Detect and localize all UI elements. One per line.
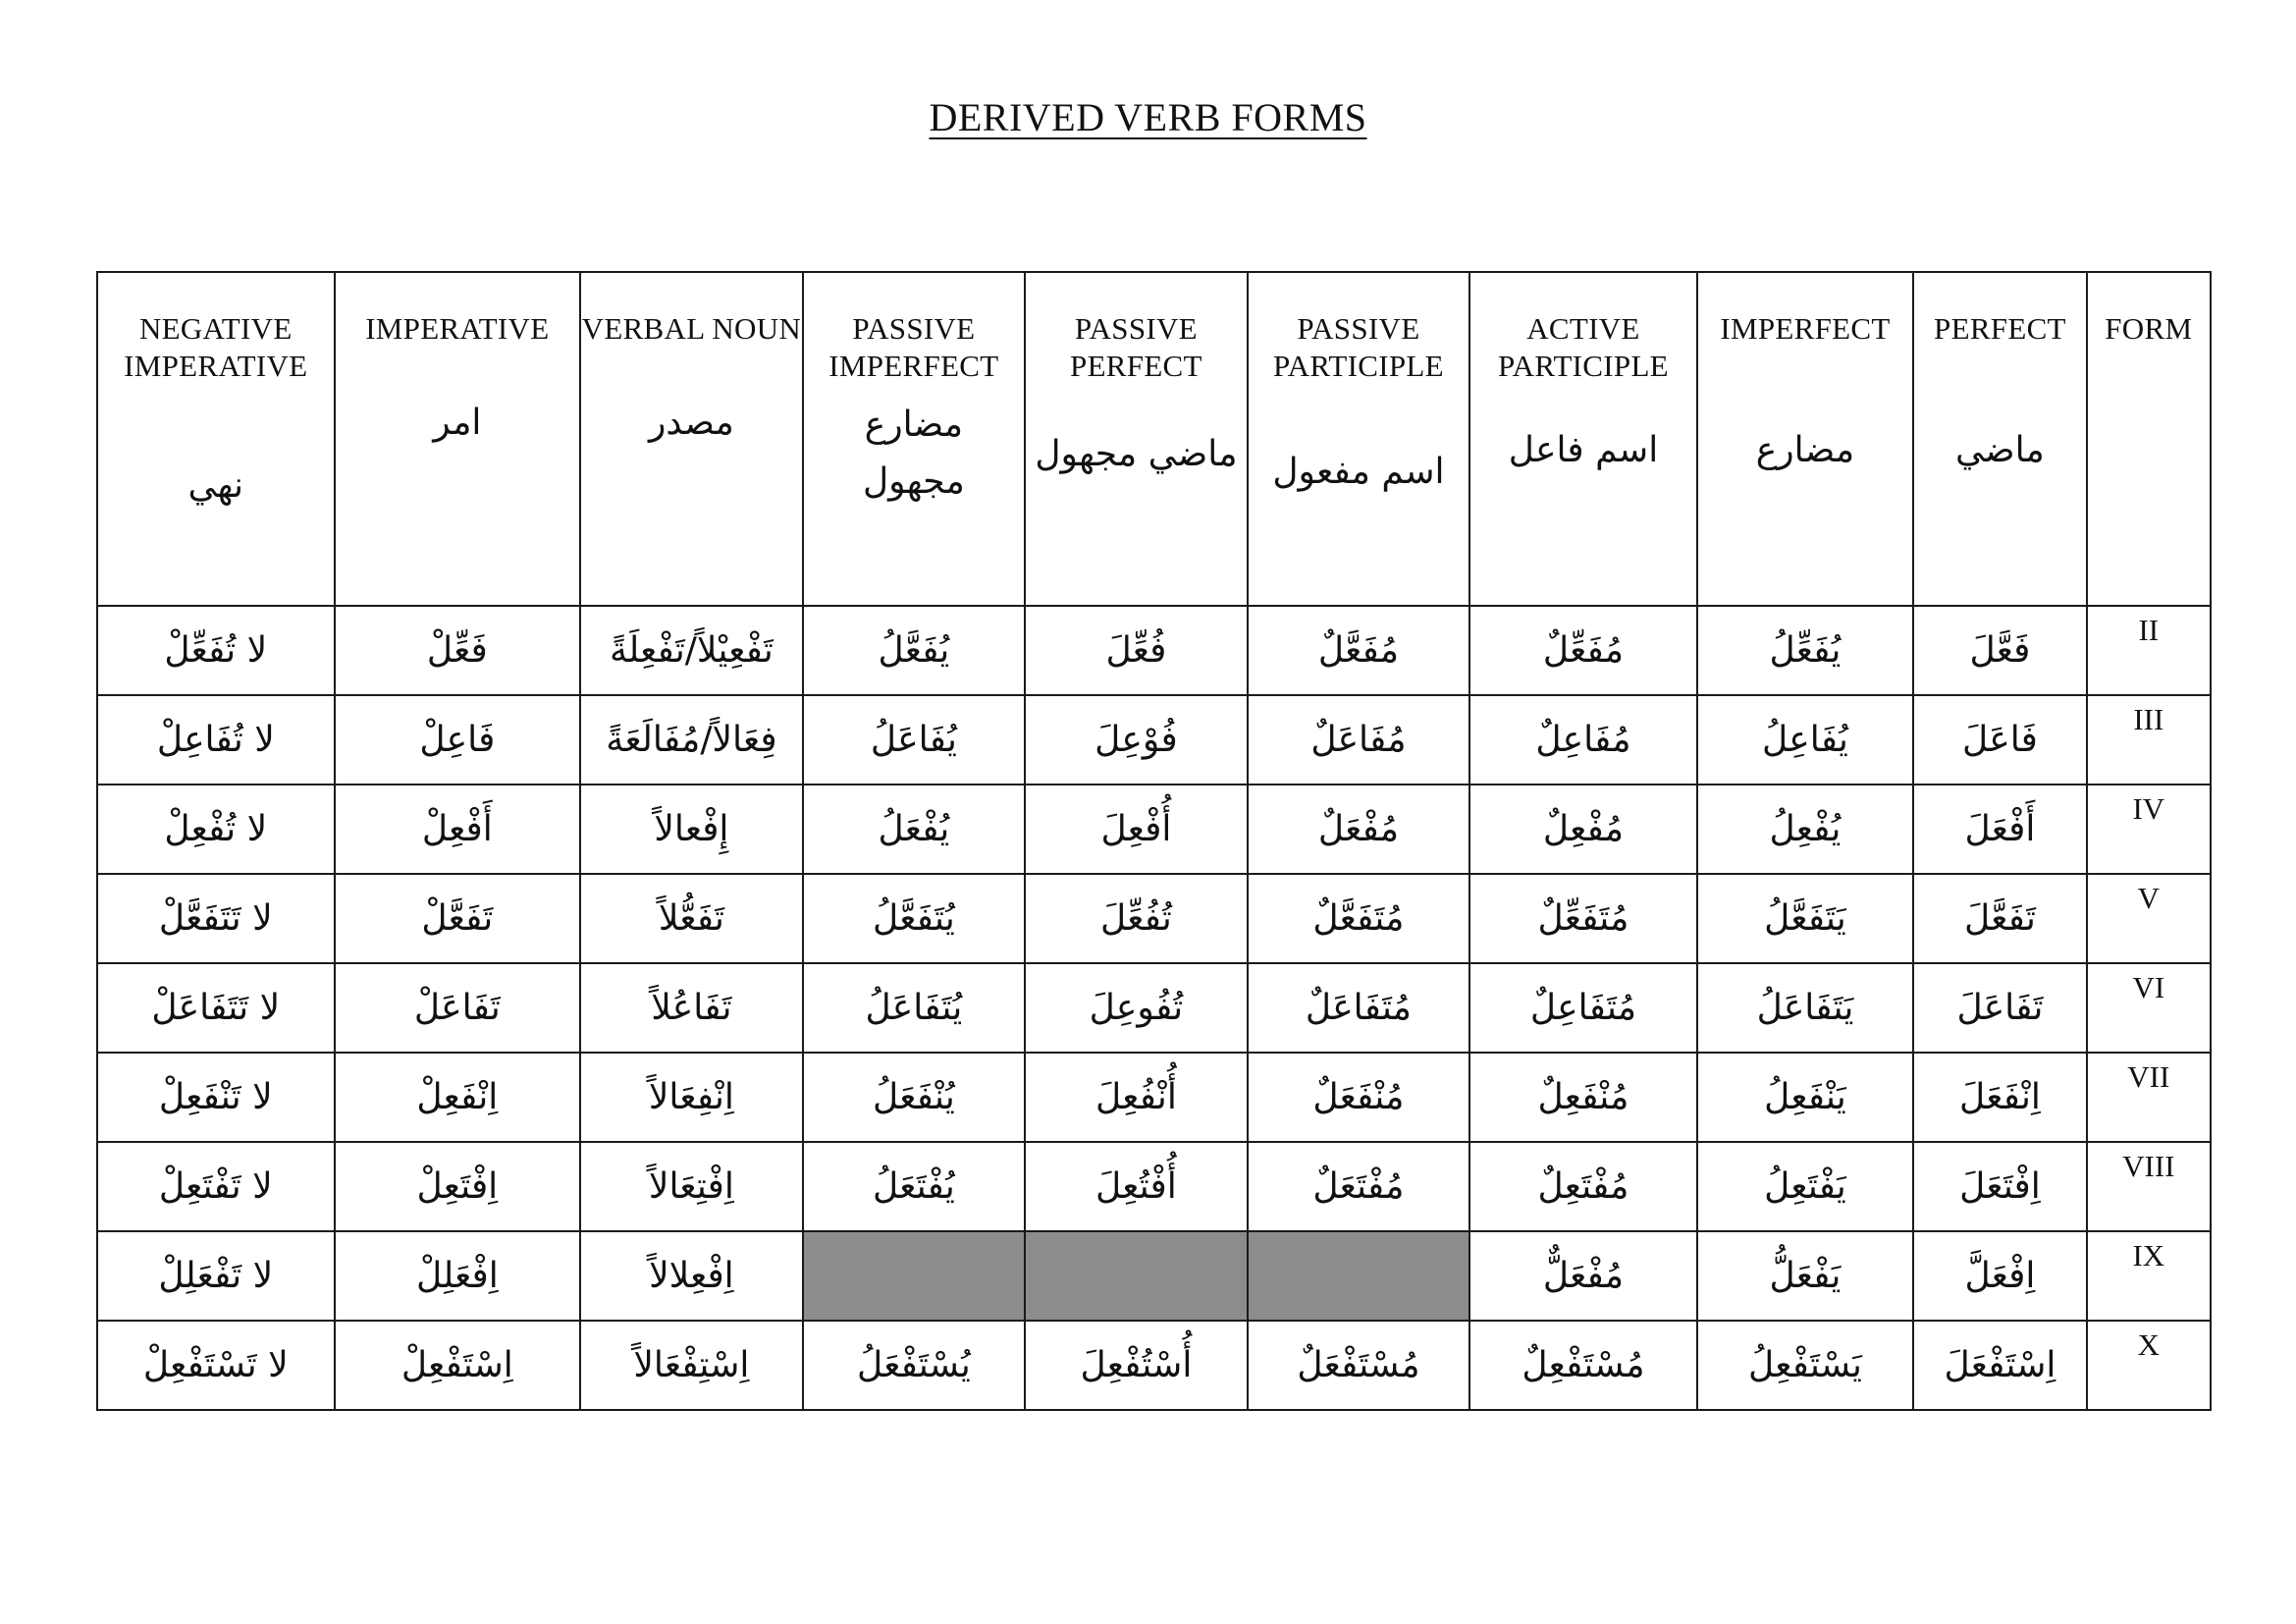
cell-verbal-noun: إِفْعالاً	[580, 785, 803, 874]
cell-passive-imperfect: يُفْعَلُ	[803, 785, 1026, 874]
header-perfect	[1913, 272, 2086, 606]
cell-verbal-noun: اِفْتِعَالاً	[580, 1142, 803, 1231]
cell-passive-imperfect: يُفْتَعَلُ	[803, 1142, 1026, 1231]
header-label-ar: مضارع	[1755, 430, 1855, 470]
cell-passive-participle	[1248, 1231, 1470, 1321]
cell-passive-perfect: أُسْتُفْعِلَ	[1025, 1321, 1248, 1410]
header-label-ar: نهي	[187, 465, 244, 506]
cell-verbal-noun: اِسْتِفْعَالاً	[580, 1321, 803, 1410]
cell-perfect: اِسْتَفْعَلَ	[1913, 1321, 2086, 1410]
cell-form: II	[2087, 606, 2211, 695]
table-row	[97, 963, 2211, 1053]
header-verbal-noun	[580, 272, 803, 606]
cell-passive-participle: مُتَفَاعَلٌ	[1248, 963, 1470, 1053]
cell-perfect: فَعَّلَ	[1913, 606, 2086, 695]
cell-verbal-noun: اِفْعِلالاً	[580, 1231, 803, 1321]
cell-passive-perfect: تُفُعِّلَ	[1025, 874, 1248, 963]
cell-passive-participle: مُتَفَعَّلٌ	[1248, 874, 1470, 963]
header-passive-imperfect	[803, 272, 1026, 606]
derived-verb-forms-table	[96, 271, 2212, 1411]
cell-perfect: فَاعَلَ	[1913, 695, 2086, 785]
cell-active-participle: مُفَعِّلٌ	[1469, 606, 1697, 695]
cell-passive-perfect: أُنْفُعِلَ	[1025, 1053, 1248, 1142]
header-row	[97, 272, 2211, 606]
header-imperfect	[1697, 272, 1914, 606]
cell-passive-imperfect: يُتَفَعَّلُ	[803, 874, 1026, 963]
cell-negative-imperative: لا تَسْتَفْعِلْ	[97, 1321, 335, 1410]
cell-passive-imperfect: يُفَاعَلُ	[803, 695, 1026, 785]
cell-active-participle: مُتَفَاعِلٌ	[1469, 963, 1697, 1053]
cell-form: X	[2087, 1321, 2211, 1410]
cell-form: VII	[2087, 1053, 2211, 1142]
cell-verbal-noun: تَفَاعُلاً	[580, 963, 803, 1053]
header-label-en: PASSIVE IMPERFECT	[828, 311, 999, 383]
cell-form: VIII	[2087, 1142, 2211, 1231]
cell-passive-perfect: فُوْعِلَ	[1025, 695, 1248, 785]
cell-imperfect: يُفَاعِلُ	[1697, 695, 1914, 785]
table-row	[97, 1231, 2211, 1321]
cell-imperfect: يُفَعِّلُ	[1697, 606, 1914, 695]
header-label-ar: مضارع مجهول	[862, 405, 965, 502]
header-label-ar: ماضي	[1955, 430, 2045, 470]
cell-negative-imperative: لا تُفْعِلْ	[97, 785, 335, 874]
cell-negative-imperative: لا تُفَعِّلْ	[97, 606, 335, 695]
cell-passive-participle: مُفْعَلٌ	[1248, 785, 1470, 874]
header-label-en: ACTIVE PARTICIPLE	[1497, 311, 1669, 383]
cell-negative-imperative: لا تَفْعَلِلْ	[97, 1231, 335, 1321]
cell-passive-participle: مُفَعَّلٌ	[1248, 606, 1470, 695]
verb-rows	[97, 606, 2211, 1410]
header-label-en: NEGATIVE IMPERATIVE	[124, 311, 308, 383]
header-label-en: IMPERATIVE	[365, 311, 550, 346]
cell-perfect: اِفْعَلَّ	[1913, 1231, 2086, 1321]
cell-imperfect: يَفْتَعِلُ	[1697, 1142, 1914, 1231]
cell-passive-perfect: أُفْتُعِلَ	[1025, 1142, 1248, 1231]
cell-verbal-noun: تَفَعُّلاً	[580, 874, 803, 963]
header-label-ar: مصدر	[648, 403, 734, 443]
header-label-en: FORM	[2105, 311, 2193, 346]
header-label-en: PERFECT	[1934, 311, 2066, 346]
cell-negative-imperative: لا تَنْفَعِلْ	[97, 1053, 335, 1142]
cell-passive-participle: مُفَاعَلٌ	[1248, 695, 1470, 785]
cell-passive-imperfect: يُفَعَّلُ	[803, 606, 1026, 695]
cell-verbal-noun: تَفْعِيْلاً/تَفْعِلَةً	[580, 606, 803, 695]
cell-perfect: تَفَعَّلَ	[1913, 874, 2086, 963]
cell-active-participle: مُفْعَلٌّ	[1469, 1231, 1697, 1321]
cell-form: V	[2087, 874, 2211, 963]
cell-active-participle: مُفْعِلٌ	[1469, 785, 1697, 874]
table-row	[97, 785, 2211, 874]
cell-imperfect: يَنْفَعِلُ	[1697, 1053, 1914, 1142]
cell-passive-participle: مُنْفَعَلٌ	[1248, 1053, 1470, 1142]
cell-imperative: اِنْفَعِلْ	[335, 1053, 581, 1142]
cell-active-participle: مُنْفَعِلٌ	[1469, 1053, 1697, 1142]
cell-imperative: أَفْعِلْ	[335, 785, 581, 874]
header-label-ar: امر	[433, 403, 482, 443]
cell-negative-imperative: لا تَتَفَاعَلْ	[97, 963, 335, 1053]
cell-passive-imperfect: يُسْتَفْعَلُ	[803, 1321, 1026, 1410]
header-label-en: VERBAL NOUN	[581, 311, 802, 346]
cell-imperfect: يُفْعِلُ	[1697, 785, 1914, 874]
header-negative-imperative	[97, 272, 335, 606]
cell-passive-imperfect: يُنْفَعَلُ	[803, 1053, 1026, 1142]
cell-passive-participle: مُسْتَفْعَلٌ	[1248, 1321, 1470, 1410]
cell-passive-perfect: أُفْعِلَ	[1025, 785, 1248, 874]
cell-perfect: اِفْتَعَلَ	[1913, 1142, 2086, 1231]
cell-negative-imperative: لا تَفْتَعِلْ	[97, 1142, 335, 1231]
cell-form: III	[2087, 695, 2211, 785]
table-row	[97, 606, 2211, 695]
header-label-ar: ماضي مجهول	[1035, 434, 1238, 474]
header-passive-participle	[1248, 272, 1470, 606]
table-row	[97, 874, 2211, 963]
cell-perfect: اِنْفَعَلَ	[1913, 1053, 2086, 1142]
header-imperative	[335, 272, 581, 606]
cell-imperfect: يَفْعَلُّ	[1697, 1231, 1914, 1321]
cell-imperative: تَفَاعَلْ	[335, 963, 581, 1053]
cell-negative-imperative: لا تُفَاعِلْ	[97, 695, 335, 785]
table-row	[97, 695, 2211, 785]
cell-imperative: اِفْتَعِلْ	[335, 1142, 581, 1231]
cell-active-participle: مُفْتَعِلٌ	[1469, 1142, 1697, 1231]
cell-passive-participle: مُفْتَعَلٌ	[1248, 1142, 1470, 1231]
header-label-ar: اسم فاعل	[1508, 430, 1659, 470]
cell-active-participle: مُسْتَفْعِلٌ	[1469, 1321, 1697, 1410]
header-label-en: IMPERFECT	[1720, 311, 1891, 346]
cell-active-participle: مُفَاعِلٌ	[1469, 695, 1697, 785]
table-row	[97, 1053, 2211, 1142]
table-row	[97, 1142, 2211, 1231]
cell-passive-imperfect	[803, 1231, 1026, 1321]
cell-form: VI	[2087, 963, 2211, 1053]
cell-verbal-noun: فِعَالاً/مُفَالَعَةً	[580, 695, 803, 785]
header-label-en: PASSIVE PERFECT	[1070, 311, 1202, 383]
cell-imperative: تَفَعَّلْ	[335, 874, 581, 963]
cell-passive-imperfect: يُتَفَاعَلُ	[803, 963, 1026, 1053]
cell-perfect: تَفَاعَلَ	[1913, 963, 2086, 1053]
cell-passive-perfect: فُعِّلَ	[1025, 606, 1248, 695]
cell-imperfect: يَسْتَفْعِلُ	[1697, 1321, 1914, 1410]
header-label-en: PASSIVE PARTICIPLE	[1272, 311, 1444, 383]
cell-form: IV	[2087, 785, 2211, 874]
cell-active-participle: مُتَفَعِّلٌ	[1469, 874, 1697, 963]
cell-imperative: اِسْتَفْعِلْ	[335, 1321, 581, 1410]
header-label-ar: اسم مفعول	[1272, 452, 1445, 492]
cell-imperative: فَاعِلْ	[335, 695, 581, 785]
cell-imperfect: يَتَفَاعَلُ	[1697, 963, 1914, 1053]
cell-verbal-noun: اِنْفِعَالاً	[580, 1053, 803, 1142]
page-title: DERIVED VERB FORMS	[929, 95, 1367, 139]
cell-imperfect: يَتَفَعَّلُ	[1697, 874, 1914, 963]
table-row	[97, 1321, 2211, 1410]
cell-form: IX	[2087, 1231, 2211, 1321]
cell-passive-perfect: تُفُوعِلَ	[1025, 963, 1248, 1053]
header-passive-perfect	[1025, 272, 1248, 606]
cell-passive-perfect	[1025, 1231, 1248, 1321]
cell-perfect: أَفْعَلَ	[1913, 785, 2086, 874]
header-active-participle	[1469, 272, 1697, 606]
cell-imperative: فَعِّلْ	[335, 606, 581, 695]
cell-imperative: اِفْعَلِلْ	[335, 1231, 581, 1321]
cell-negative-imperative: لا تَتَفَعَّلْ	[97, 874, 335, 963]
header-form	[2087, 272, 2211, 606]
